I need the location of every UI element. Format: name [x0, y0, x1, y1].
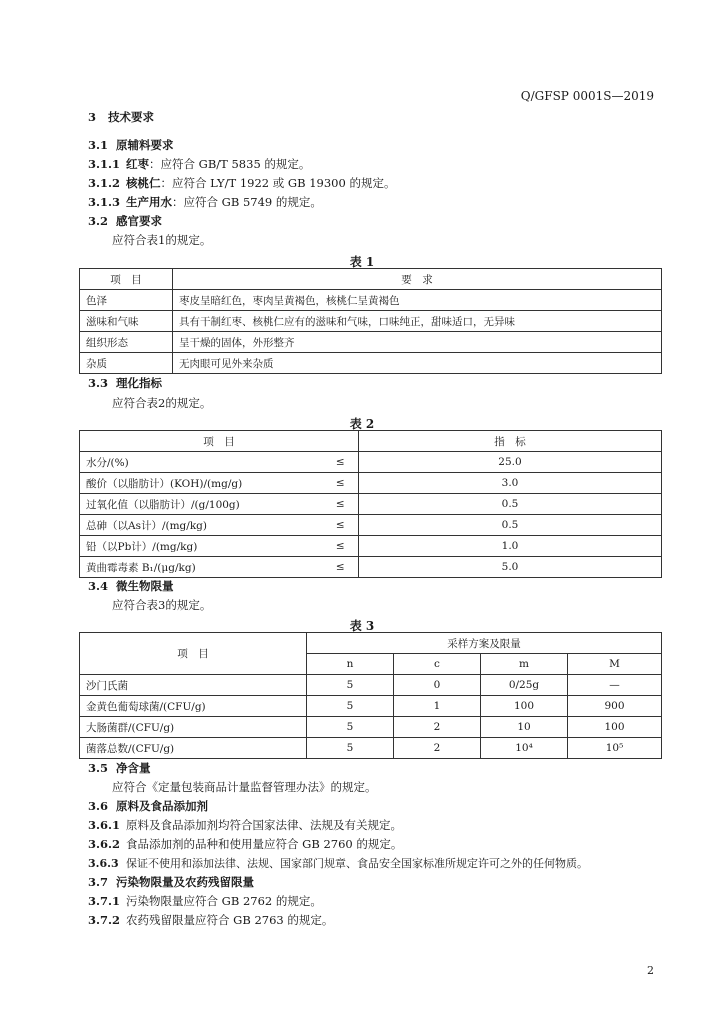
table-cell: 5: [307, 717, 394, 738]
table-cell: ≤: [323, 515, 359, 536]
section-3-heading: 3 技术要求: [88, 110, 154, 124]
section-3-2-heading: 3.2 感官要求: [88, 214, 162, 228]
table-cell: 菌落总数/(CFU/g): [80, 738, 307, 759]
table-header-row: [80, 431, 662, 452]
section-3-5-heading: 3.5 净含量: [88, 761, 151, 775]
table-row: [80, 536, 662, 557]
table-cell: 100: [481, 696, 568, 717]
table-cell: 水分/(%): [80, 452, 323, 473]
section-3-4-heading: 3.4 微生物限量: [88, 579, 174, 593]
table-cell: 25.0: [359, 452, 662, 473]
table-header-row: [80, 633, 662, 654]
table-row: [80, 494, 662, 515]
table-cell: 金黄色葡萄球菌/(CFU/g): [80, 696, 307, 717]
table-row: [80, 473, 662, 494]
table-cell: 杂质: [80, 353, 173, 374]
table-cell: ≤: [323, 494, 359, 515]
section-3-1-2: 3.1.2 核桃仁：应符合 LY/T 1922 或 GB 19300 的规定。: [88, 176, 396, 190]
table-1: [79, 268, 662, 374]
table-row: [80, 515, 662, 536]
table-cell: 0/25g: [481, 675, 568, 696]
table-cell: 10: [481, 717, 568, 738]
table-row: [80, 311, 662, 332]
table-cell: ≤: [323, 536, 359, 557]
section-3-1-3: 3.1.3 生产用水：应符合 GB 5749 的规定。: [88, 195, 322, 209]
section-3-7-1: 3.7.1 污染物限量应符合 GB 2762 的规定。: [88, 894, 322, 908]
table-cell: 3.0: [359, 473, 662, 494]
table-header-cell: c: [394, 654, 481, 675]
table-cell: 5: [307, 738, 394, 759]
section-3-6-1: 3.6.1 原料及食品添加剂均符合国家法律、法规及有关规定。: [88, 818, 402, 832]
table-cell: 10⁴: [481, 738, 568, 759]
document-number: Q/GFSP 0001S—2019: [520, 89, 654, 103]
section-3-5-text: 应符合《定量包装商品计量监督管理办法》的规定。: [112, 780, 377, 794]
table-cell: 1: [394, 696, 481, 717]
table-cell: 组织形态: [80, 332, 173, 353]
table-header-cell: n: [307, 654, 394, 675]
table-cell: 黄曲霉毒素 B₁/(μg/kg): [80, 557, 323, 578]
section-3-4-text: 应符合表3的规定。: [112, 598, 212, 612]
table-header-cell: M: [568, 654, 662, 675]
table-cell: 总砷（以As计）/(mg/kg): [80, 515, 323, 536]
table-cell: 无肉眼可见外来杂质: [173, 353, 662, 374]
section-3-1-heading: 3.1 原辅料要求: [88, 138, 174, 152]
table-cell: ≤: [323, 557, 359, 578]
table-cell: 0.5: [359, 515, 662, 536]
section-3-6-2: 3.6.2 食品添加剂的品种和使用量应符合 GB 2760 的规定。: [88, 837, 403, 851]
table-row: [80, 557, 662, 578]
table-cell: 大肠菌群/(CFU/g): [80, 717, 307, 738]
table-3: [79, 632, 662, 759]
section-3-1-1: 3.1.1 红枣：应符合 GB/T 5835 的规定。: [88, 157, 311, 171]
table-cell: 0.5: [359, 494, 662, 515]
table-3-caption: 表 3: [349, 619, 375, 633]
table-header-cell: 指 标: [359, 431, 662, 452]
table-row: [80, 353, 662, 374]
table-row: [80, 675, 662, 696]
table-cell: 5: [307, 675, 394, 696]
table-cell: 酸价（以脂肪计）(KOH)/(mg/g): [80, 473, 323, 494]
table-header-cell: 项 目: [80, 633, 307, 675]
section-3-7-2: 3.7.2 农药残留限量应符合 GB 2763 的规定。: [88, 913, 334, 927]
section-3-3-text: 应符合表2的规定。: [112, 396, 212, 410]
table-1-caption: 表 1: [349, 255, 375, 269]
table-row: [80, 332, 662, 353]
table-header-row: [80, 269, 662, 290]
table-header-cell: 项 目: [80, 269, 173, 290]
table-cell: ≤: [323, 473, 359, 494]
table-cell: 0: [394, 675, 481, 696]
table-cell: 900: [568, 696, 662, 717]
table-cell: 10⁵: [568, 738, 662, 759]
table-cell: 色泽: [80, 290, 173, 311]
table-cell: 2: [394, 717, 481, 738]
table-cell: 1.0: [359, 536, 662, 557]
table-header-cell: 要 求: [173, 269, 662, 290]
table-header-cell: 采样方案及限量: [307, 633, 662, 654]
table-cell: 铅（以Pb计）/(mg/kg): [80, 536, 323, 557]
table-cell: 具有干制红枣、核桃仁应有的滋味和气味，口味纯正，甜味适口，无异味: [173, 311, 662, 332]
table-row: [80, 696, 662, 717]
page-number: 2: [647, 964, 654, 977]
table-cell: 过氧化值（以脂肪计）/(g/100g): [80, 494, 323, 515]
section-3-6-3: 3.6.3 保证不使用和添加法律、法规、国家部门规章、食品安全国家标准所规定许可之外的任何物质。: [88, 857, 588, 870]
table-row: [80, 452, 662, 473]
table-cell: 呈干燥的固体，外形整齐: [173, 332, 662, 353]
section-3-6-heading: 3.6 原料及食品添加剂: [88, 799, 208, 813]
table-cell: ≤: [323, 452, 359, 473]
table-2: [79, 430, 662, 578]
table-row: [80, 738, 662, 759]
table-cell: 5: [307, 696, 394, 717]
table-header-cell: 项 目: [80, 431, 359, 452]
table-cell: 2: [394, 738, 481, 759]
section-3-7-heading: 3.7 污染物限量及农药残留限量: [88, 875, 254, 889]
table-cell: —: [568, 675, 662, 696]
table-header-cell: m: [481, 654, 568, 675]
table-cell: 5.0: [359, 557, 662, 578]
table-row: [80, 290, 662, 311]
table-row: [80, 717, 662, 738]
table-cell: 沙门氏菌: [80, 675, 307, 696]
section-3-3-heading: 3.3 理化指标: [88, 376, 162, 390]
table-cell: 枣皮呈暗红色，枣肉呈黄褐色，核桃仁呈黄褐色: [173, 290, 662, 311]
table-cell: 100: [568, 717, 662, 738]
table-2-caption: 表 2: [349, 417, 375, 431]
table-cell: 滋味和气味: [80, 311, 173, 332]
section-3-2-text: 应符合表1的规定。: [112, 233, 212, 247]
